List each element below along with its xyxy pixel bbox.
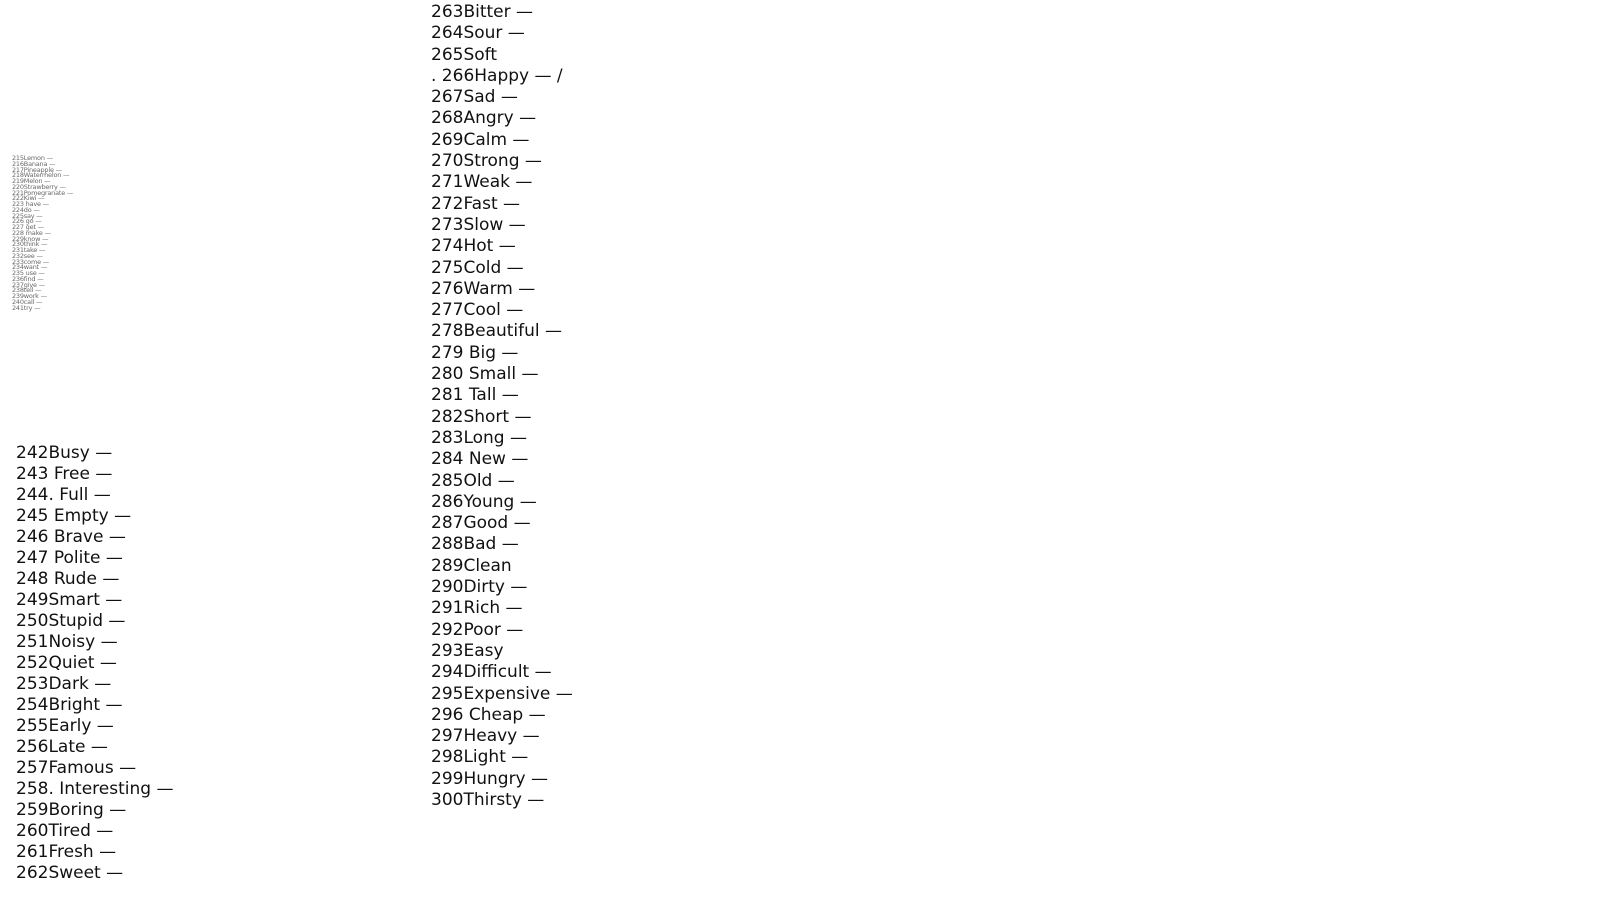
left-word-list bbox=[16, 443, 173, 884]
list-item: 226 go — bbox=[12, 217, 42, 226]
list-item: 290Dirty — bbox=[431, 577, 528, 598]
list-item: 297Heavy — bbox=[431, 726, 540, 747]
list-item: 274Hot — bbox=[431, 236, 516, 257]
tiny-word-list bbox=[12, 156, 73, 311]
list-item: 219Melon — bbox=[12, 177, 51, 185]
list-item: 216Banana — bbox=[12, 159, 56, 168]
list-item: 223 have — bbox=[12, 200, 49, 208]
list-item: 245 Empty — bbox=[16, 506, 132, 526]
list-item: 222Kiwi — bbox=[12, 194, 45, 203]
list-item: 262Sweet — bbox=[16, 863, 124, 883]
list-item: 243 Free — bbox=[16, 464, 113, 484]
list-item: 259Boring — bbox=[16, 800, 127, 820]
list-item: 247 Polite — bbox=[16, 548, 123, 568]
list-item: 258. Interesting — bbox=[16, 779, 174, 799]
list-item: 241try — bbox=[12, 303, 41, 312]
list-item: 263Bitter — bbox=[431, 2, 534, 22]
list-item: 261Fresh — bbox=[16, 842, 117, 862]
list-item: 238tell — bbox=[12, 286, 42, 295]
list-item: 281 Tall — bbox=[431, 385, 519, 406]
list-item: 230think — bbox=[12, 240, 48, 249]
list-item: 289Clean bbox=[431, 555, 512, 576]
list-item: 248 Rude — bbox=[16, 569, 120, 589]
list-item: . 266Happy — / bbox=[431, 65, 563, 86]
list-item: 232see — bbox=[12, 251, 43, 260]
list-item: 242Busy — bbox=[16, 443, 113, 463]
list-item: 250Stupid — bbox=[16, 611, 126, 631]
list-item: 282Short — bbox=[431, 406, 532, 427]
list-item: 265Soft bbox=[431, 44, 497, 65]
list-item: 231take — bbox=[12, 246, 46, 254]
list-item: 288Bad — bbox=[431, 534, 519, 555]
right-word-list bbox=[431, 2, 573, 811]
list-item: 269Calm — bbox=[431, 129, 530, 150]
list-item: 277Cool — bbox=[431, 300, 524, 321]
list-item: 285Old — bbox=[431, 470, 515, 491]
list-item: 220Strawberry — bbox=[12, 182, 66, 191]
list-item: 280 Small — bbox=[431, 364, 539, 385]
list-item: 291Rich — bbox=[431, 598, 523, 619]
list-item: 224do — bbox=[12, 205, 40, 214]
list-item: 257Famous — bbox=[16, 758, 137, 778]
list-item: 244. Full — bbox=[16, 485, 111, 505]
list-item: 270Strong — bbox=[431, 151, 542, 172]
list-item: 299Hungry — bbox=[431, 768, 549, 789]
list-item: 235 use — bbox=[12, 269, 45, 277]
list-item: 286Young — bbox=[431, 491, 537, 512]
list-item: 255Early — bbox=[16, 716, 114, 736]
list-item: 284 New — bbox=[431, 449, 529, 470]
list-item: 292Poor — bbox=[431, 619, 524, 640]
list-item: 276Warm — bbox=[431, 278, 536, 299]
list-item: 251Noisy — bbox=[16, 632, 118, 652]
list-item: 298Light — bbox=[431, 747, 529, 768]
list-item: 260Tired — bbox=[16, 821, 114, 841]
list-item: 246 Brave — bbox=[16, 527, 126, 547]
list-item: 249Smart — bbox=[16, 590, 123, 610]
list-item: 233come — bbox=[12, 257, 50, 266]
list-item: 279 Big — bbox=[431, 342, 519, 363]
list-item: 296 Cheap — bbox=[431, 704, 546, 725]
list-item: 228 make — bbox=[12, 228, 51, 237]
list-item: 295Expensive — bbox=[431, 683, 573, 704]
list-item: 254Bright — bbox=[16, 695, 123, 715]
list-item: 273Slow — bbox=[431, 214, 526, 235]
list-item: 275Cold — bbox=[431, 257, 524, 278]
list-item: 268Angry — bbox=[431, 108, 537, 129]
list-item: 239work — bbox=[12, 292, 47, 300]
list-item: 271Weak — bbox=[431, 172, 533, 193]
list-item: 236find — bbox=[12, 274, 44, 283]
list-item: 227 get — bbox=[12, 223, 44, 231]
list-item: 294Difficult — bbox=[431, 662, 552, 683]
list-item: 221Pomegranate — bbox=[12, 188, 74, 197]
list-item: 253Dark — bbox=[16, 674, 112, 694]
list-item: 264Sour — bbox=[431, 23, 525, 44]
list-item: 293Easy bbox=[431, 640, 504, 661]
list-item: 217Pineapple — bbox=[12, 165, 62, 174]
list-item: 267Sad — bbox=[431, 87, 518, 108]
list-item: 218Watermelon — bbox=[12, 171, 70, 180]
list-item: 256Late — bbox=[16, 737, 108, 757]
list-item: 234want — bbox=[12, 263, 48, 272]
list-item: 278Beautiful — bbox=[431, 321, 563, 342]
list-item: 225say — bbox=[12, 211, 43, 220]
list-item: 215Lemon — bbox=[12, 154, 53, 162]
list-item: 240call — bbox=[12, 297, 43, 306]
list-item: 229know — bbox=[12, 234, 49, 243]
list-item: 272Fast — bbox=[431, 193, 521, 214]
list-item: 300Thirsty — bbox=[431, 789, 545, 810]
list-item: 252Quiet — bbox=[16, 653, 117, 673]
list-item: 287Good — bbox=[431, 513, 531, 534]
list-item: 237give — bbox=[12, 280, 45, 289]
list-item: 283Long — bbox=[431, 427, 527, 448]
